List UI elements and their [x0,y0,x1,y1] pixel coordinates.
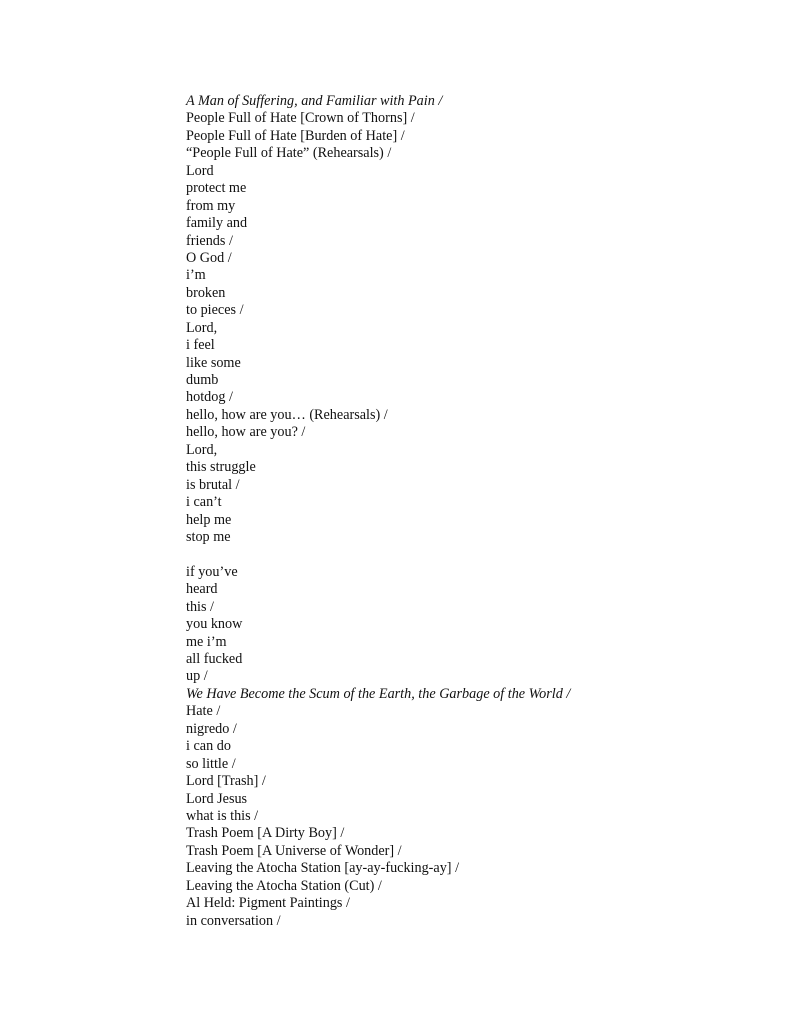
text-line: all fucked [186,651,243,667]
text-line: from my [186,197,236,214]
text-line: you know [186,616,243,633]
text-line: Leaving the Atocha Station [ay-ay-fucking-ay] / [186,860,460,877]
text-line: if you’ve [186,563,238,580]
text-line: to pieces / [186,302,244,319]
text-line: this / [186,598,214,615]
text-line: family and [186,215,248,232]
text-line: help me [186,511,232,528]
text-line: Al Held: Pigment Paintings / [186,895,350,912]
text-line: Lord Jesus [186,790,248,807]
poem-text-block [186,93,570,930]
text-line: dumb [186,372,219,388]
text-line: hello, how are you… (Rehearsals) / [186,406,388,423]
text-line: hotdog / [186,389,233,406]
text-line: i’m [186,267,206,284]
text-line: Leaving the Atocha Station (Cut) / [186,877,382,894]
text-line: protect me [186,180,247,197]
text-line: Trash Poem [A Dirty Boy] / [186,825,345,842]
text-line: in conversation / [186,912,281,929]
text-line: Lord [Trash] / [186,773,266,790]
text-line: broken [186,284,226,301]
text-line: hello, how are you? / [186,424,306,441]
text-line: like some [186,354,241,371]
text-line: up / [186,668,208,685]
text-line: me i’m [186,633,227,650]
text-line: what is this / [186,807,259,824]
text-line: O God / [186,249,232,266]
text-line: “People Full of Hate” (Rehearsals) / [186,145,392,162]
text-line: i feel [186,337,215,354]
text-line: this struggle [186,459,256,476]
text-line: heard [186,581,218,598]
text-line: i can’t [186,494,222,511]
text-line: Lord [186,162,214,179]
text-line: stop me [186,528,231,545]
text-line: People Full of Hate [Burden of Hate] / [186,127,405,144]
text-line: is brutal / [186,476,240,493]
text-line: Lord, [186,319,218,336]
text-line: Trash Poem [A Universe of Wonder] / [186,842,402,859]
text-line: Lord, [186,441,218,458]
section-title-line: A Man of Suffering, and Familiar with Pain / [186,93,443,109]
blank-line [186,546,570,563]
text-line: People Full of Hate [Crown of Thorns] / [186,110,415,127]
text-line: Hate / [186,703,221,720]
section-title-line: We Have Become the Scum of the Earth, the Garbage of the World / [186,685,571,702]
text-line: i can do [186,738,231,755]
text-line: so little / [186,755,236,772]
text-line: nigredo / [186,720,237,737]
text-line: friends / [186,232,233,249]
